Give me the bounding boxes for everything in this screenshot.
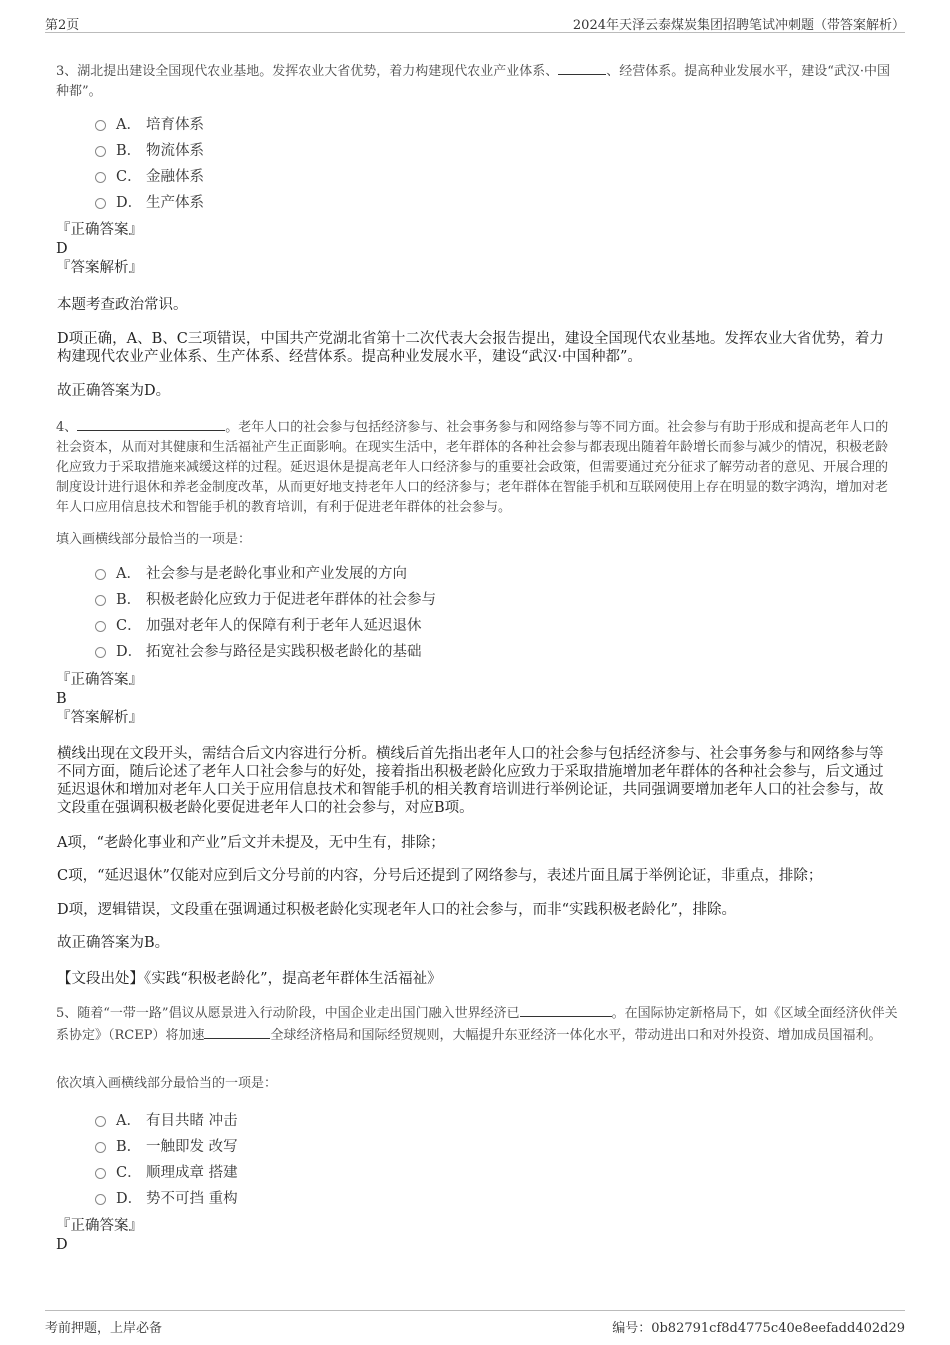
radio-icon[interactable] — [95, 1168, 106, 1179]
option-b[interactable]: B． 一触即发 改写 — [95, 1134, 238, 1160]
answer-value: D — [56, 1237, 68, 1253]
question-3-text-part1: 3、湖北提出建设全国现代农业基地。发挥农业大省优势，着力构建现代农业产业体系、 — [56, 64, 559, 79]
analysis-label: 『答案解析』 — [56, 260, 143, 276]
question-5-answer — [56, 1217, 143, 1255]
page-footer — [45, 1310, 905, 1341]
analysis-paragraph: A项，“老龄化事业和产业”后文并未提及，无中生有，排除； — [57, 835, 445, 851]
option-c[interactable]: C． 加强对老年人的保障有利于老年人延迟退休 — [95, 613, 436, 639]
answer-label: 『正确答案』 — [56, 1218, 143, 1234]
radio-icon[interactable] — [95, 172, 106, 183]
radio-icon[interactable] — [95, 146, 106, 157]
question-4-body: 。老年人口的社会参与包括经济参与、社会事务参与和网络参与等不同方面。社会参与有助于形成和提高老年人口的社会资本，从而对其健康和生活福祉产生正面影响。在现实生活中，老年群体的各种社会参与都表现出随着年龄增长而参与减少的情况，积极老龄化应致力于采取措施来减缓这样的过程。延迟退休是提高老年人口经济参与的重要社会政策，但需要通过充分征求了解劳动者的意见、开展合理的制度设计进行退休和养老金制度改革，从而更好地支持老年人口的经济参与；老年群体在智能手机和互联网使用上存在明显的数字鸿沟，增加对老年人口应用信息技术和智能手机的教育培训，有利于促进老年群体的社会参与。 — [56, 420, 889, 515]
option-c[interactable]: C． 顺理成章 搭建 — [95, 1160, 238, 1186]
question-4-answer — [56, 671, 143, 728]
question-4-prompt: 填入画横线部分最恰当的一项是： — [56, 532, 252, 547]
question-4-options — [95, 561, 436, 665]
option-a[interactable]: A． 社会参与是老龄化事业和产业发展的方向 — [95, 561, 436, 587]
document-title: 2024年天泽云泰煤炭集团招聘笔试冲刺题（带答案解析） — [572, 18, 905, 33]
question-3-text — [56, 60, 898, 102]
radio-icon[interactable] — [95, 120, 106, 131]
document-id: 编号：0b82791cf8d4775c40e8eefadd402d29 — [612, 1321, 905, 1336]
page-header — [45, 10, 905, 33]
analysis-paragraph: 故正确答案为B。 — [57, 935, 170, 951]
answer-value: B — [56, 691, 67, 707]
question-3-options — [95, 112, 204, 216]
radio-icon[interactable] — [95, 1116, 106, 1127]
option-c[interactable]: C． 金融体系 — [95, 164, 204, 190]
question-3-answer — [56, 221, 143, 278]
radio-icon[interactable] — [95, 647, 106, 658]
analysis-paragraph: 本题考查政治常识。 — [57, 297, 188, 313]
analysis-label: 『答案解析』 — [56, 710, 143, 726]
fill-blank — [520, 1002, 612, 1017]
fill-blank — [558, 60, 606, 75]
analysis-paragraph: 故正确答案为D。 — [57, 383, 171, 399]
question-4-text: 4、 。老年人口的社会参与包括经济参与、社会事务参与和网络参与等不同方面。社会参与有助于形成和提高老年人口的社会资本，从而对其健康和生活福祉产生正面影响。在现实生活中，老年群体的各种社会参与都表现出随着年龄增长而参与减少的情况，积极老龄化应致力于采取措施来减缓这样的过程。延迟退休是提高老年人口经济参与的重要社会政策，但需要通过充分征求了解劳动者的意见、开展合理的制度设计进行退休和养老金制度改革，从而更好地支持老年人口的经济参与；老年群体在智能手机和互联网使用上存在明显的数字鸿沟，增加对老年人口应用信息技术和智能手机的教育培训，有利于促进老年群体的社会参与。 — [56, 416, 898, 518]
analysis-paragraph: D项正确，A、B、C三项错误，中国共产党湖北省第十二次代表大会报告提出，建设全国现代农业基地。发挥农业大省优势，着力构建现代农业产业体系、生产体系、经营体系。提高种业发展水平，建设“武汉·中国种都”。 — [57, 331, 884, 365]
option-a[interactable]: A． 培育体系 — [95, 112, 204, 138]
radio-icon[interactable] — [95, 198, 106, 209]
analysis-paragraph: D项，逻辑错误，文段重在强调通过积极老龄化实现老年人口的社会参与，而非“实践积极老龄化”，排除。 — [57, 902, 736, 918]
radio-icon[interactable] — [95, 595, 106, 606]
analysis-paragraph: C项，“延迟退休”仅能对应到后文分号前的内容，分号后还提到了网络参与，表述片面且属于举例论证，非重点，排除； — [57, 868, 823, 884]
answer-label: 『正确答案』 — [56, 222, 143, 238]
option-d[interactable]: D． 生产体系 — [95, 190, 204, 216]
question-5-prompt: 依次填入画横线部分最恰当的一项是： — [56, 1076, 278, 1091]
question-5-options — [95, 1108, 238, 1212]
analysis-paragraph: 横线出现在文段开头，需结合后文内容进行分析。横线后首先指出老年人口的社会参与包括经济参与、社会事务参与和网络参与等不同方面，随后论述了老年人口社会参与的好处，接着指出积极老龄化应致力于采取措施增加老年群体的各种社会参与，后文通过延迟退休和增加对老年人口关于应用信息技术和智能手机的相关教育培训进行举例论证，共同强调要增加老年人口的社会参与，故文段重在强调积极老龄化要促进老年人口的社会参与，对应B项。 — [57, 746, 884, 816]
fill-blank — [204, 1024, 270, 1039]
option-b[interactable]: B． 积极老龄化应致力于促进老年群体的社会参与 — [95, 587, 436, 613]
fill-blank — [77, 416, 225, 431]
question-3-text-part2: 、经营体系。提高种业发展水平，建设“武汉·中国种都”。 — [56, 64, 891, 99]
question-5-text: 5、随着“一带一路”倡议从愿景进入行动阶段，中国企业走出国门融入世界经济已 。在国际协定新格局下，如《区域全面经济伙伴关系协定》（RCEP）将加速 全球经济格局和国际经贸规则，大幅提升东亚经济一体化水平，带动进出口和对外投资、增加成员国福利。 — [56, 1002, 898, 1046]
radio-icon[interactable] — [95, 569, 106, 580]
answer-label: 『正确答案』 — [56, 672, 143, 688]
option-d[interactable]: D． 拓宽社会参与路径是实践积极老龄化的基础 — [95, 639, 436, 665]
option-d[interactable]: D． 势不可挡 重构 — [95, 1186, 238, 1212]
option-b[interactable]: B． 物流体系 — [95, 138, 204, 164]
radio-icon[interactable] — [95, 1142, 106, 1153]
footer-slogan: 考前押题，上岸必备 — [45, 1321, 163, 1336]
page-number: 第2页 — [45, 18, 80, 33]
radio-icon[interactable] — [95, 1194, 106, 1205]
answer-value: D — [56, 241, 68, 257]
radio-icon[interactable] — [95, 621, 106, 632]
option-a[interactable]: A． 有目共睹 冲击 — [95, 1108, 238, 1134]
passage-source: 【文段出处】《实践“积极老龄化”，提高老年群体生活福祉》 — [57, 971, 442, 987]
